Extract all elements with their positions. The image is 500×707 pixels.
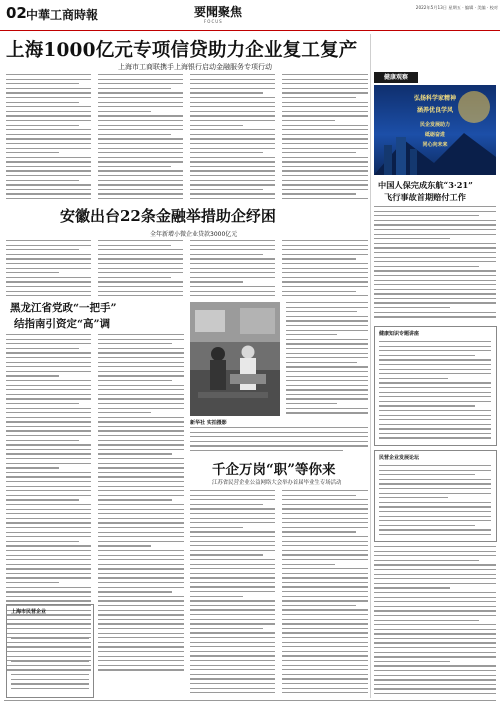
section-title: 要聞聚焦 [194,5,243,19]
ad-line-1: 弘扬科学家精神 [413,95,456,102]
ad-line-3: 民企发展助力 [419,122,450,128]
story3-continued-body [286,302,368,418]
lead-col-4 [282,74,368,203]
photo-caption: 新华社 实拍摄影 [190,420,227,426]
bottom-left-box [6,604,94,698]
story3-headline-line2: 结指南引资定“高”调 [14,318,111,330]
ad-line-5: 同心向未来 [422,142,448,148]
story2-subhead: 全年新增小微企业贷款3000亿元 [150,231,238,238]
right-story-body [374,206,496,324]
lead-col-1 [6,74,91,203]
column-rule-right [370,34,371,698]
story2-body [6,240,368,300]
lead-col-2 [98,74,183,203]
photo-caption-body [190,427,368,455]
right-box-1 [374,326,497,446]
paper-name: 中華工商時報 [26,8,99,22]
story4-subhead: 江苏省民营企业公益网络大会举办首届毕业生专场活动 [212,480,342,486]
right-box-2 [374,450,497,542]
lead-col-3 [190,74,275,203]
right-bottom-body [374,546,496,696]
right-story-headline: 中国人保完成东航“3·21” [378,180,473,190]
right-story-headline-line2: 飞行事故首期赔付工作 [384,192,466,202]
issue-meta: 2022年5月13日 星期五 · 编辑 · 美编 · 校对 [415,5,498,10]
bottom-left-box-title: 上海市民营企业 [11,609,47,615]
story3-headline-line1: 黑龙江省党政“一把手” [10,302,117,314]
news-photo [190,302,280,416]
right-box-2-title: 民营企业发展论坛 [379,455,420,461]
footer-rule [4,700,496,701]
story4-body [190,490,368,695]
story2-headline: 安徽出台22条金融举措助企纾困 [60,207,276,225]
lead-headline: 上海1000亿元专项信贷助力企业复工复产 [6,40,358,61]
masthead [0,0,500,31]
lead-story-body [6,74,368,204]
story4-headline: 千企万岗“职”等你来 [212,462,336,478]
photo-illustration [190,302,280,416]
page-number: 02 [6,4,27,22]
ad-line-2: 涵养优良学风 [416,107,453,114]
section-tag: 健康观察 [374,72,418,83]
lead-subhead: 上海市工商联携手上海银行启动金融服务专项行动 [118,63,272,71]
ad-line-4: 砥砺奋进 [424,132,445,138]
right-box-1-title: 健康知识专题讲座 [379,331,420,337]
section-subtitle: FOCUS [204,19,223,24]
advertisement-banner [374,85,496,175]
